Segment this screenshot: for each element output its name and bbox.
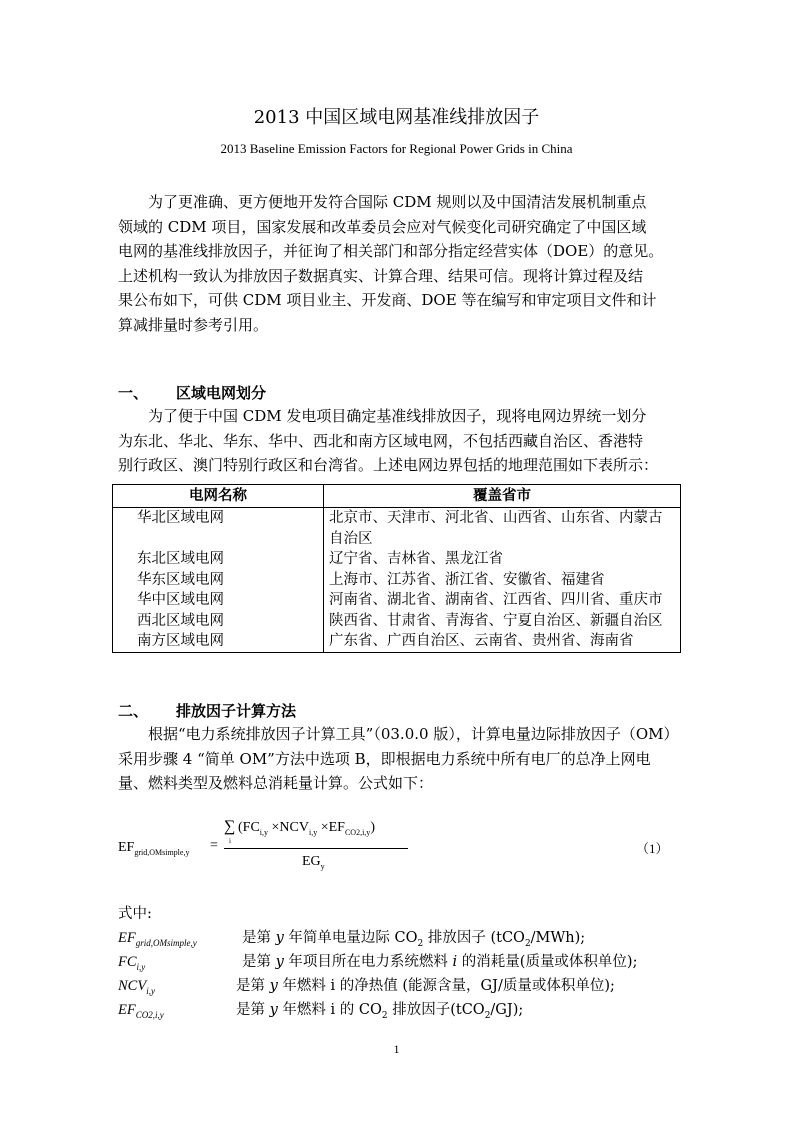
definition-row xyxy=(118,926,698,950)
desc-part: /MWh); xyxy=(530,930,586,946)
grid-name-cell: 西北区域电网 xyxy=(113,611,324,632)
desc-var: y xyxy=(269,1002,278,1018)
coverage-cell: 广东省、广西自治区、云南省、贵州省、海南省 xyxy=(324,631,681,652)
table-row xyxy=(113,570,681,591)
numerator-subscript: i,y xyxy=(309,827,318,837)
table-header-grid-name: 电网名称 xyxy=(113,485,324,508)
symbol-text: EF xyxy=(118,930,136,946)
formula-equals: = xyxy=(210,838,218,853)
section2-number: 二、 xyxy=(118,702,149,720)
grid-name-cell: 华北区域电网 xyxy=(113,508,324,550)
desc-part: 是第 xyxy=(236,1002,270,1018)
intro-line: 领域的 CDM 项目，国家发展和改革委员会应对气候变化司研究确定了中国区域 xyxy=(118,217,647,236)
numerator-subscript: i,y xyxy=(259,827,269,837)
coverage-cell: 河南省、湖北省、湖南省、江西省、四川省、重庆市 xyxy=(324,590,681,611)
section2-line: 根据“电力系统排放因子计算工具”（03.0.0 版），计算电量边际排放因子（OM） xyxy=(148,725,679,743)
formula-number: （1） xyxy=(636,841,669,856)
definition-row xyxy=(118,950,698,974)
denominator-symbol: EG xyxy=(302,854,321,869)
desc-part: 是第 xyxy=(236,978,270,994)
section1-line: 别行政区、澳门特别行政区和台湾省。上述电网边界包括的地理范围如下表所示： xyxy=(118,456,659,474)
symbol-subscript: CO2,i,y xyxy=(135,1009,164,1020)
coverage-cell: 上海市、江苏省、浙江省、安徽省、福建省 xyxy=(324,570,681,591)
desc-subscript: 2 xyxy=(484,1010,491,1021)
numerator-part: ) xyxy=(370,820,375,835)
coverage-line: 北京市、天津市、河北省、山西省、山东省、内蒙古 xyxy=(329,510,663,526)
section2-line: 采用步骤 4 “简单 OM”方法中选项 B，即根据电力系统中所有电厂的总净上网电 xyxy=(118,749,651,768)
symbol-subscript: i,y xyxy=(136,961,146,972)
om-formula xyxy=(118,818,678,882)
table-header-coverage: 覆盖省市 xyxy=(324,485,681,508)
formula-denominator xyxy=(302,854,325,871)
intro-line: 电网的基准线排放因子，并征询了相关部门和部分指定经营实体（DOE）的意见。 xyxy=(118,242,664,260)
symbol-text: NCV xyxy=(118,978,147,994)
definition-description xyxy=(242,950,637,974)
fraction-bar xyxy=(224,848,408,849)
desc-subscript: 2 xyxy=(524,938,531,949)
denominator-subscript: y xyxy=(320,861,325,871)
desc-part: 年燃料 i 的净热值 (能源含量，GJ/质量或体积单位); xyxy=(277,978,615,994)
grid-name-cell: 华东区域电网 xyxy=(113,570,324,591)
page-subtitle: 2013 Baseline Emission Factors for Regional Power Grids in China xyxy=(220,141,573,156)
desc-part: 是第 xyxy=(242,954,276,970)
coverage-cell: 陕西省、甘肃省、青海省、宁夏自治区、新疆自治区 xyxy=(324,611,681,632)
section1-paragraph xyxy=(118,404,678,478)
definition-description xyxy=(236,998,523,1028)
formula-sum-index: i xyxy=(229,837,231,845)
table-row xyxy=(113,508,681,550)
desc-subscript: 2 xyxy=(381,1010,388,1021)
formula-lhs-symbol: EF xyxy=(118,840,135,855)
intro-line: 为了更准确、更方便地开发符合国际 CDM 规则以及中国清洁发展机制重点 xyxy=(148,193,647,211)
grid-table xyxy=(112,484,681,653)
coverage-cell xyxy=(324,508,681,550)
desc-part: 年项目所在电力系统燃料 xyxy=(283,954,453,970)
table-header-row xyxy=(113,485,681,508)
desc-var: y xyxy=(269,978,278,994)
section2-title: 排放因子计算方法 xyxy=(176,702,297,720)
formula-numerator xyxy=(238,820,375,837)
formula-lhs xyxy=(118,840,189,857)
definitions xyxy=(118,902,698,1022)
definition-symbol xyxy=(118,954,145,970)
section1-line: 为了便于中国 CDM 发电项目确定基准线排放因子，现将电网边界统一划分 xyxy=(148,407,647,425)
desc-subscript: 2 xyxy=(417,938,424,949)
definition-symbol xyxy=(118,1002,164,1018)
intro-paragraph xyxy=(118,190,678,337)
intro-line: 果公布如下，可供 CDM 项目业主、开发商、DOE 等在编写和审定项目文件和计 xyxy=(118,291,657,309)
numerator-part: ×EF xyxy=(317,820,345,835)
symbol-text: FC xyxy=(118,954,137,970)
page-number: 1 xyxy=(393,1042,400,1056)
desc-var: y xyxy=(275,954,284,970)
grid-name-cell: 南方区域电网 xyxy=(113,631,324,652)
intro-line: 算减排量时参考引用。 xyxy=(118,315,269,334)
numerator-subscript: CO2,i,y xyxy=(344,827,371,837)
where-label: 式中: xyxy=(118,906,152,922)
section2-paragraph xyxy=(118,722,678,796)
table-row xyxy=(113,631,681,652)
desc-part: 的消耗量(质量或体积单位); xyxy=(457,954,638,970)
definition-description xyxy=(236,974,615,998)
section1-title: 区域电网划分 xyxy=(176,384,267,402)
desc-part: 排放因子 (tCO xyxy=(423,930,525,946)
formula-sum-symbol: ∑ xyxy=(224,818,236,835)
intro-line: 上述机构一致认为排放因子数据真实、计算合理、结果可信。现将计算过程及结 xyxy=(118,266,644,285)
symbol-subscript: grid,OMsimple,y xyxy=(135,937,197,948)
desc-part: 年简单电量边际 CO xyxy=(283,930,418,946)
desc-part: 排放因子(tCO xyxy=(387,1002,485,1018)
coverage-line: 自治区 xyxy=(329,530,373,547)
definition-symbol xyxy=(118,978,155,994)
section2-heading xyxy=(118,700,296,722)
formula-lhs-subscript: grid,OMsimple,y xyxy=(134,847,190,857)
table-row xyxy=(113,611,681,632)
numerator-part: (FC xyxy=(238,820,260,835)
desc-part: 年燃料 i 的 CO xyxy=(277,1002,382,1018)
desc-part: 是第 xyxy=(242,930,276,946)
grid-name-cell: 东北区域电网 xyxy=(113,549,324,570)
section1-heading xyxy=(118,382,266,404)
page-title: 2013 中国区域电网基准线排放因子 xyxy=(253,107,540,128)
symbol-subscript: i,y xyxy=(146,985,155,996)
coverage-cell: 辽宁省、吉林省、黑龙江省 xyxy=(324,549,681,570)
definition-row xyxy=(118,974,698,998)
desc-part: /GJ); xyxy=(490,1002,524,1018)
table-row xyxy=(113,590,681,611)
definition-symbol xyxy=(118,930,197,946)
grid-name-cell: 华中区域电网 xyxy=(113,590,324,611)
definition-row xyxy=(118,998,698,1022)
section1-number: 一、 xyxy=(118,384,149,402)
numerator-part: ×NCV xyxy=(268,820,309,835)
section2-line: 量、燃料类型及燃料总消耗量计算。公式如下： xyxy=(118,774,434,792)
desc-var: y xyxy=(275,930,284,946)
table-row xyxy=(113,549,681,570)
desc-var: i xyxy=(452,954,458,970)
section1-line: 为东北、华北、华东、华中、西北和南方区域电网，不包括西藏自治区、香港特 xyxy=(118,431,644,450)
symbol-text: EF xyxy=(118,1002,136,1018)
